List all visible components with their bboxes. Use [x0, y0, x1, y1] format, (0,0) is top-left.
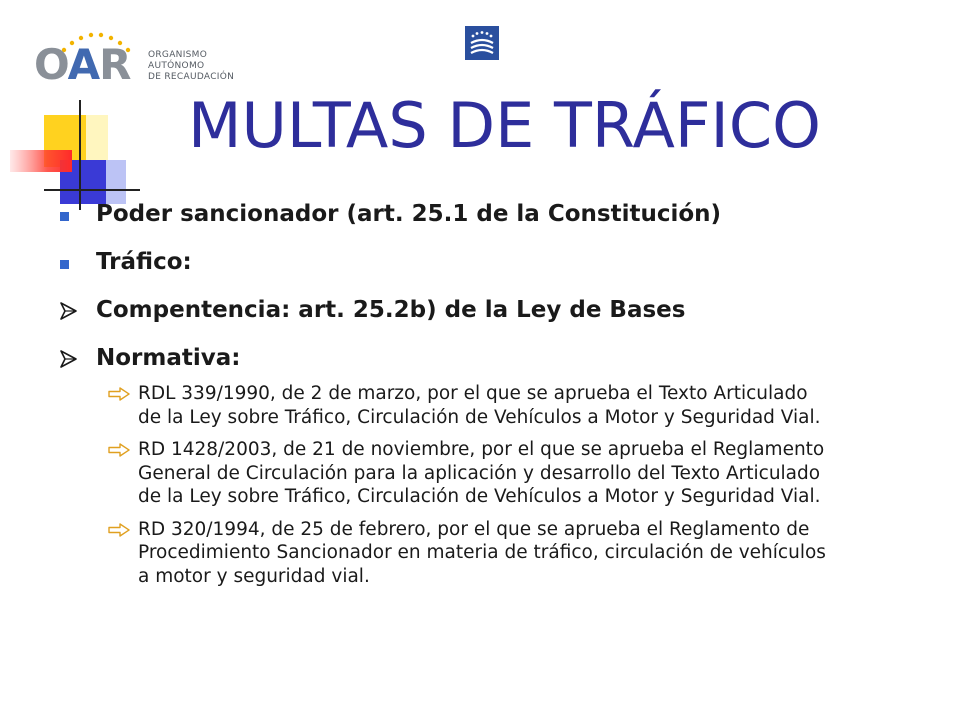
- logo-letter-a: A: [67, 40, 100, 89]
- hollow-arrow-icon: [108, 443, 130, 457]
- bullet-item: [60, 344, 940, 372]
- oar-logo: [34, 30, 235, 89]
- arrowhead-bullet-icon: [58, 300, 80, 322]
- logo-letter-o: O: [34, 40, 68, 89]
- bullet-item: [60, 296, 940, 324]
- arrowhead-bullet-icon: [58, 348, 80, 370]
- bullet-text: Tráfico:: [96, 249, 192, 275]
- square-bullet-icon: [60, 212, 69, 221]
- sub-bullet-list: [60, 382, 940, 588]
- logo-letter-r: R: [99, 40, 131, 89]
- logo-caption-line: ORGANISMO: [148, 50, 208, 60]
- sub-bullet-line: Procedimiento Sancionador en materia de tráfico, circulación de vehículos: [138, 542, 826, 563]
- bullet-text: Compentencia: art. 25.2b) de la Ley de Bases: [96, 297, 686, 323]
- bullet-list: [60, 200, 940, 597]
- bullet-item: [60, 200, 940, 228]
- bullet-text: Normativa:: [96, 345, 241, 371]
- logo-letters: [34, 40, 131, 89]
- logo-caption-line: DE RECAUDACIÓN: [148, 72, 235, 82]
- logo-caption-line: AUTÓNOMO: [148, 61, 205, 71]
- logo-caption: [148, 50, 234, 83]
- sub-bullet-line: RD 1428/2003, de 21 de noviembre, por el que se aprueba el Reglamento: [138, 439, 825, 460]
- emblem-icon: [465, 26, 499, 60]
- square-bullet-icon: [60, 260, 69, 269]
- sub-bullet-line: de la Ley sobre Tráfico, Circulación de Vehículos a Motor y Seguridad Vial.: [138, 406, 821, 428]
- sub-bullet-line: a motor y seguridad vial.: [138, 565, 370, 587]
- sub-bullet-line: RDL 339/1990, de 2 de marzo, por el que se aprueba el Texto Articulado: [138, 383, 808, 404]
- sub-bullet-line: RD 320/1994, de 25 de febrero, por el que se aprueba el Reglamento de: [138, 518, 810, 540]
- bullet-text: Poder sancionador (art. 25.1 de la Constitución): [96, 201, 722, 227]
- sub-bullet-item: [60, 382, 940, 429]
- sub-bullet-item: [60, 518, 940, 589]
- decorative-blocks: [0, 100, 140, 210]
- hollow-arrow-icon: [108, 523, 130, 537]
- sub-bullet-line: General de Circulación para la aplicación y desarrollo del Texto Articulado: [138, 462, 821, 484]
- sub-bullet-item: [60, 438, 940, 509]
- slide-title: MULTAS DE TRÁFICO: [188, 89, 821, 162]
- hollow-arrow-icon: [108, 387, 130, 401]
- sub-bullet-line: de la Ley sobre Tráfico, Circulación de Vehículos a Motor y Seguridad Vial.: [138, 486, 821, 507]
- bullet-item: [60, 248, 940, 276]
